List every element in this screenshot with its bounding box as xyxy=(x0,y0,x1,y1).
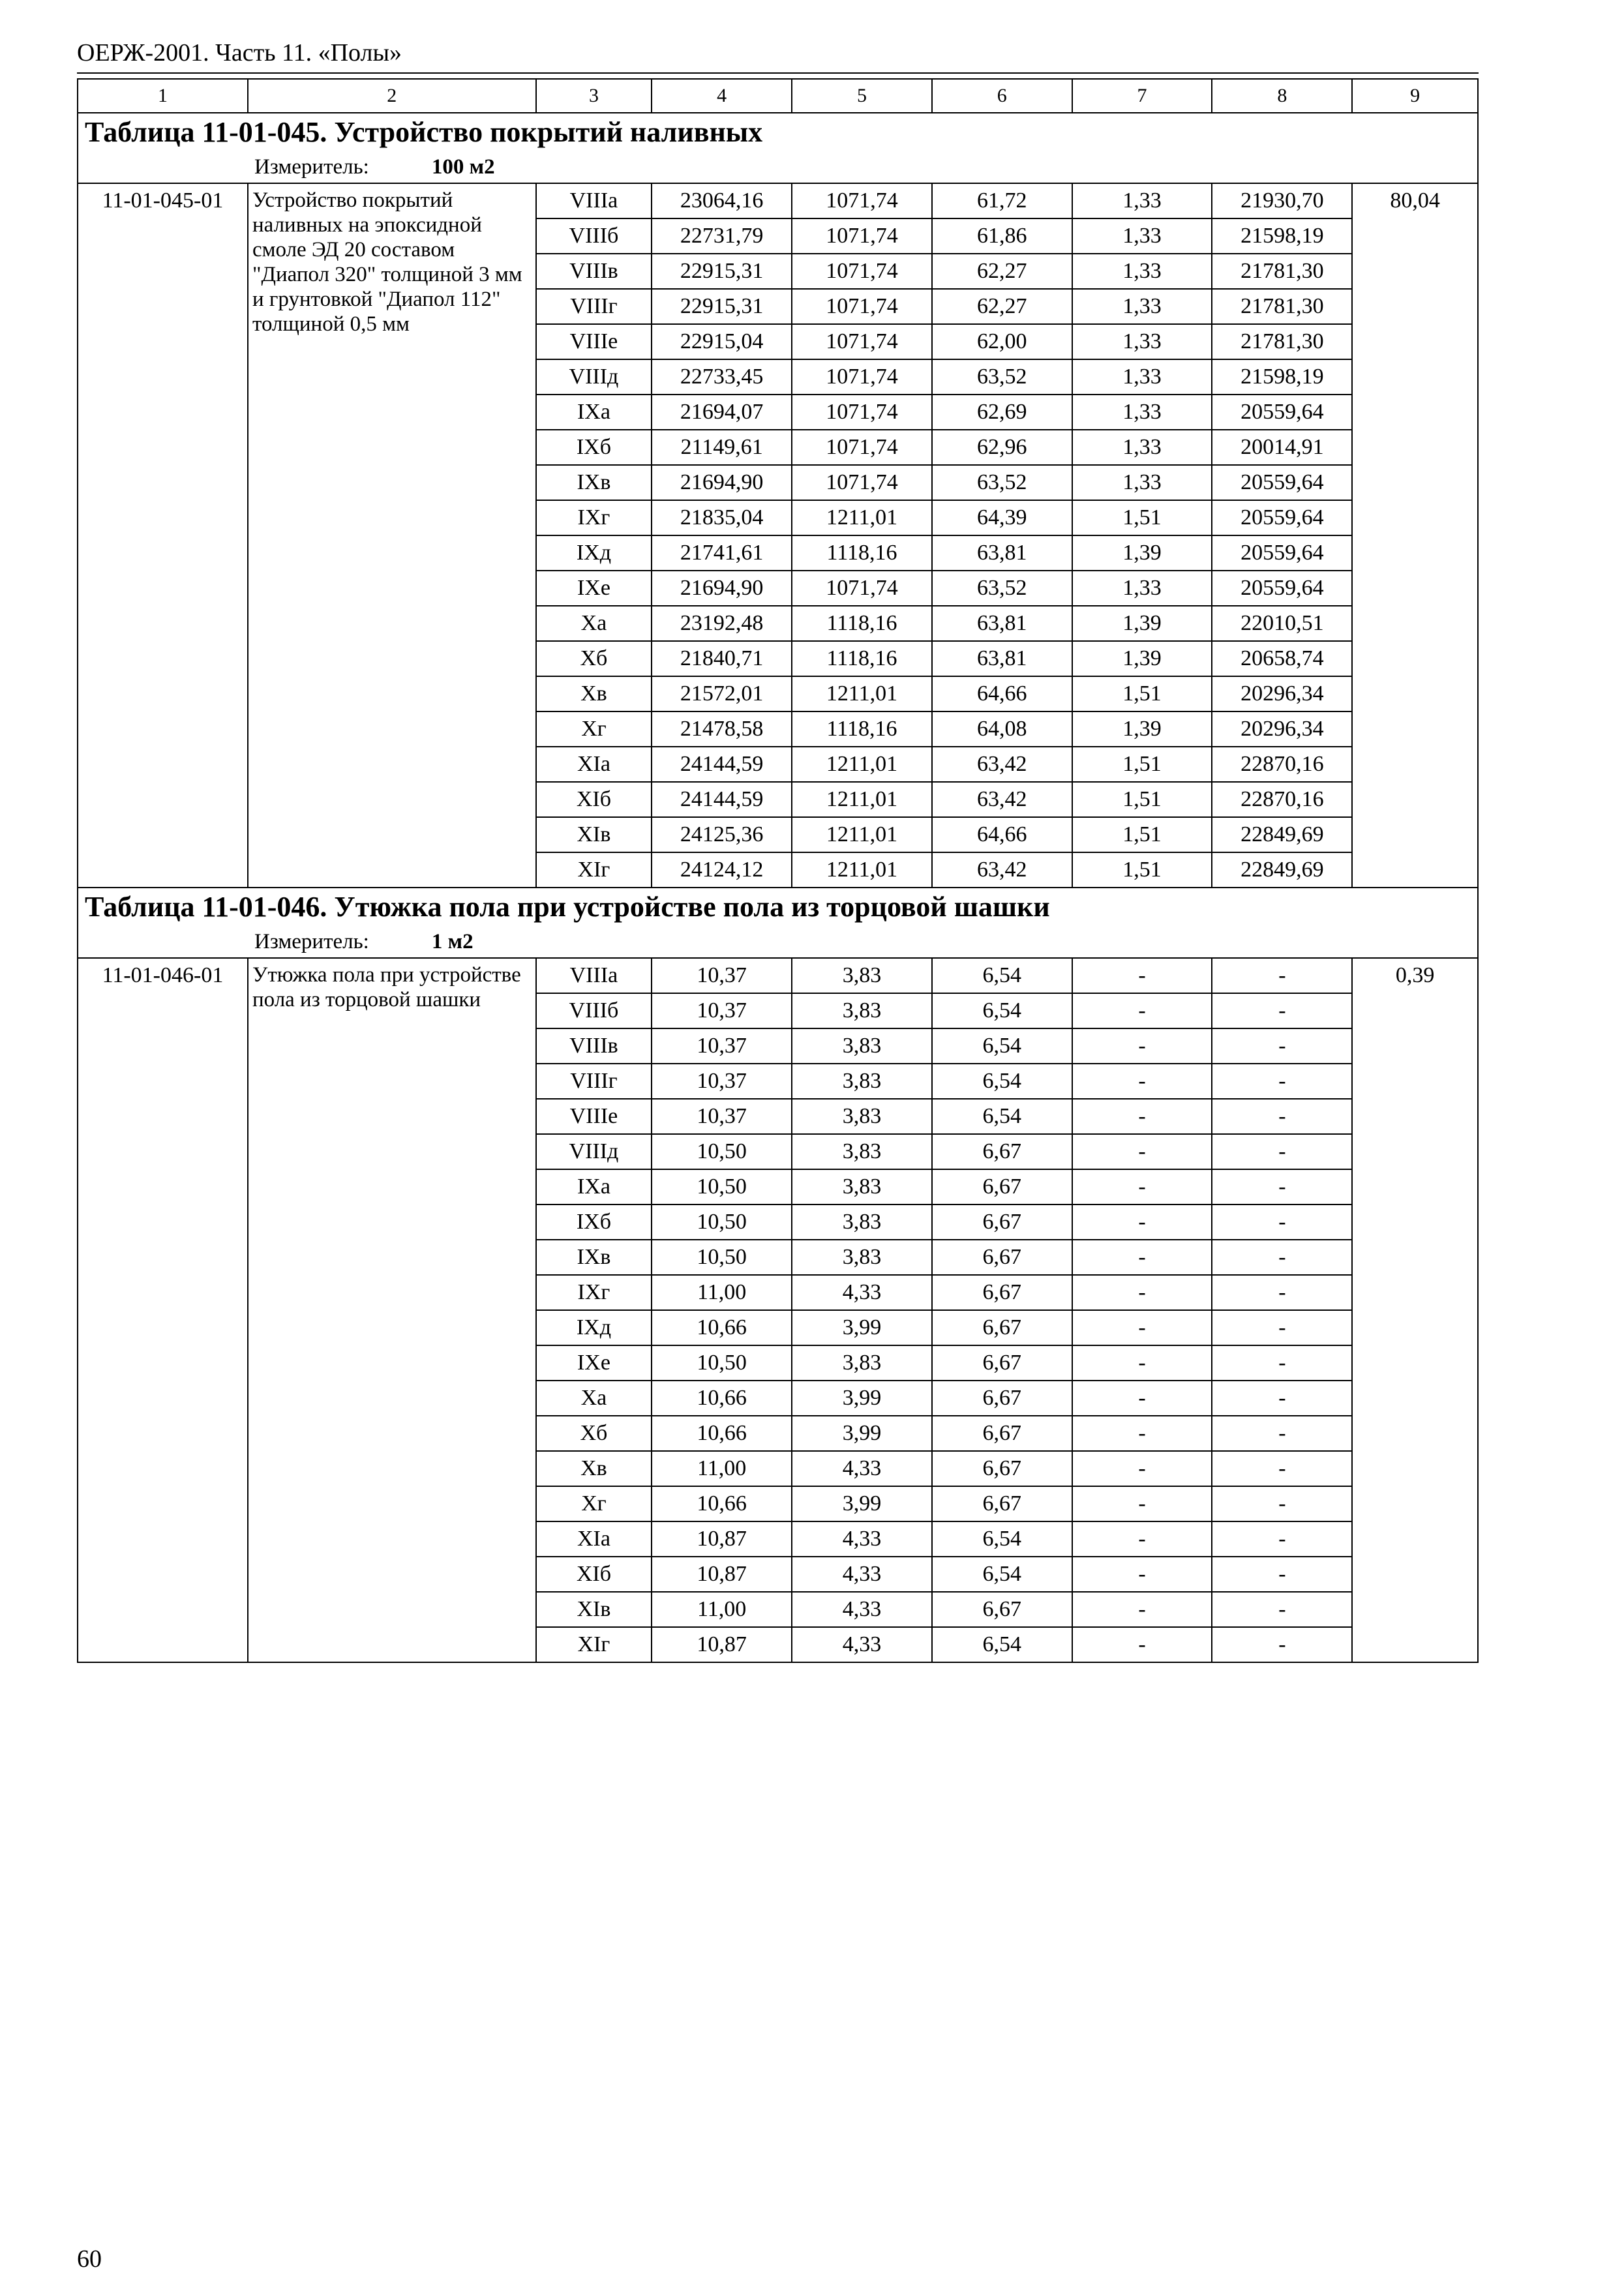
machines-cell: 61,72 xyxy=(932,183,1072,218)
materials-cell: - xyxy=(1212,1557,1352,1592)
wages-cell: 1211,01 xyxy=(792,782,932,817)
column-number: 7 xyxy=(1072,79,1212,113)
zone-cell: Xа xyxy=(536,606,652,641)
zone-cell: Xб xyxy=(536,641,652,676)
measure-row xyxy=(78,926,1478,958)
machines-cell: 64,39 xyxy=(932,500,1072,535)
page-header: ОЕРЖ-2001. Часть 11. «Полы» xyxy=(77,39,402,67)
materials-cell: 22010,51 xyxy=(1212,606,1352,641)
total-cost-cell: 10,50 xyxy=(652,1134,792,1169)
machines-cell: 6,67 xyxy=(932,1486,1072,1521)
total-cost-cell: 11,00 xyxy=(652,1451,792,1486)
total-cost-cell: 21694,07 xyxy=(652,395,792,430)
materials-cell: - xyxy=(1212,1204,1352,1240)
zone-cell: IXа xyxy=(536,395,652,430)
machines-cell: 6,67 xyxy=(932,1169,1072,1204)
wages-cell: 3,83 xyxy=(792,993,932,1028)
wages-cell: 1211,01 xyxy=(792,500,932,535)
materials-cell: 20559,64 xyxy=(1212,395,1352,430)
machines-cell: 6,54 xyxy=(932,1099,1072,1134)
wages-cell: 3,83 xyxy=(792,1134,932,1169)
wages-cell: 3,83 xyxy=(792,1099,932,1134)
machinist-wages-cell: 1,39 xyxy=(1072,641,1212,676)
wages-cell: 3,99 xyxy=(792,1310,932,1345)
wages-cell: 1071,74 xyxy=(792,571,932,606)
machinist-wages-cell: 1,51 xyxy=(1072,852,1212,888)
machinist-wages-cell: - xyxy=(1072,1592,1212,1627)
table-title-row xyxy=(78,113,1478,151)
wages-cell: 1071,74 xyxy=(792,254,932,289)
total-cost-cell: 10,50 xyxy=(652,1169,792,1204)
zone-cell: IXа xyxy=(536,1169,652,1204)
total-cost-cell: 21840,71 xyxy=(652,641,792,676)
total-cost-cell: 21741,61 xyxy=(652,535,792,571)
machines-cell: 63,42 xyxy=(932,747,1072,782)
zone-cell: VIIIв xyxy=(536,254,652,289)
machinist-wages-cell: - xyxy=(1072,1557,1212,1592)
wages-cell: 3,83 xyxy=(792,1064,932,1099)
wages-cell: 1118,16 xyxy=(792,606,932,641)
zone-cell: IXг xyxy=(536,500,652,535)
zone-cell: IXд xyxy=(536,535,652,571)
materials-cell: - xyxy=(1212,1451,1352,1486)
zone-cell: XIг xyxy=(536,852,652,888)
total-cost-cell: 10,66 xyxy=(652,1486,792,1521)
machinist-wages-cell: 1,33 xyxy=(1072,218,1212,254)
wages-cell: 3,83 xyxy=(792,1028,932,1064)
materials-cell: - xyxy=(1212,993,1352,1028)
machines-cell: 6,54 xyxy=(932,958,1072,993)
zone-cell: XIб xyxy=(536,1557,652,1592)
zone-cell: VIIIд xyxy=(536,359,652,395)
materials-cell: - xyxy=(1212,1416,1352,1451)
measure-cell xyxy=(78,926,1478,958)
wages-cell: 4,33 xyxy=(792,1275,932,1310)
machines-cell: 63,42 xyxy=(932,852,1072,888)
machines-cell: 62,27 xyxy=(932,289,1072,324)
wages-cell: 1118,16 xyxy=(792,641,932,676)
materials-cell: 20658,74 xyxy=(1212,641,1352,676)
wages-cell: 1071,74 xyxy=(792,395,932,430)
rate-code: 11-01-045-01 xyxy=(78,183,248,888)
machinist-wages-cell: 1,33 xyxy=(1072,395,1212,430)
wages-cell: 4,33 xyxy=(792,1451,932,1486)
wages-cell: 4,33 xyxy=(792,1627,932,1662)
zone-cell: XIг xyxy=(536,1627,652,1662)
total-cost-cell: 22731,79 xyxy=(652,218,792,254)
materials-cell: - xyxy=(1212,1275,1352,1310)
rate-description: Утюжка пола при устройстве пола из торцовой шашки xyxy=(248,958,536,1662)
materials-cell: - xyxy=(1212,1240,1352,1275)
wages-cell: 3,83 xyxy=(792,1204,932,1240)
materials-cell: 20296,34 xyxy=(1212,711,1352,747)
total-cost-cell: 10,37 xyxy=(652,1099,792,1134)
wages-cell: 1211,01 xyxy=(792,676,932,711)
zone-cell: VIIIд xyxy=(536,1134,652,1169)
machines-cell: 6,67 xyxy=(932,1345,1072,1381)
wages-cell: 3,83 xyxy=(792,1169,932,1204)
wages-cell: 3,99 xyxy=(792,1486,932,1521)
machines-cell: 63,81 xyxy=(932,606,1072,641)
total-cost-cell: 10,87 xyxy=(652,1557,792,1592)
measure-row xyxy=(78,151,1478,183)
machines-cell: 62,00 xyxy=(932,324,1072,359)
machines-cell: 62,69 xyxy=(932,395,1072,430)
wages-cell: 4,33 xyxy=(792,1557,932,1592)
column-number: 5 xyxy=(792,79,932,113)
wages-cell: 1071,74 xyxy=(792,324,932,359)
materials-cell: 21598,19 xyxy=(1212,218,1352,254)
column-number: 4 xyxy=(652,79,792,113)
total-cost-cell: 22915,04 xyxy=(652,324,792,359)
zone-cell: Xа xyxy=(536,1381,652,1416)
zone-cell: XIб xyxy=(536,782,652,817)
wages-cell: 4,33 xyxy=(792,1592,932,1627)
total-cost-cell: 21694,90 xyxy=(652,465,792,500)
machinist-wages-cell: - xyxy=(1072,1310,1212,1345)
machines-cell: 64,66 xyxy=(932,676,1072,711)
machines-cell: 6,54 xyxy=(932,1627,1072,1662)
total-cost-cell: 10,37 xyxy=(652,1064,792,1099)
machinist-wages-cell: - xyxy=(1072,1028,1212,1064)
wages-cell: 1071,74 xyxy=(792,289,932,324)
zone-cell: XIа xyxy=(536,1521,652,1557)
zone-cell: Xб xyxy=(536,1416,652,1451)
machinist-wages-cell: - xyxy=(1072,1451,1212,1486)
materials-cell: 20296,34 xyxy=(1212,676,1352,711)
machines-cell: 63,81 xyxy=(932,535,1072,571)
machines-cell: 6,54 xyxy=(932,1557,1072,1592)
measure-value: 1 м2 xyxy=(431,930,474,953)
total-cost-cell: 21478,58 xyxy=(652,711,792,747)
labor-cost-cell: 0,39 xyxy=(1352,958,1478,1662)
materials-cell: - xyxy=(1212,1064,1352,1099)
zone-cell: VIIIб xyxy=(536,993,652,1028)
wages-cell: 1211,01 xyxy=(792,747,932,782)
header-rule xyxy=(77,72,1479,74)
machinist-wages-cell: - xyxy=(1072,1099,1212,1134)
machinist-wages-cell: - xyxy=(1072,993,1212,1028)
machinist-wages-cell: 1,51 xyxy=(1072,676,1212,711)
rates-table xyxy=(77,78,1479,1663)
wages-cell: 4,33 xyxy=(792,1521,932,1557)
wages-cell: 3,99 xyxy=(792,1416,932,1451)
zone-cell: VIIIв xyxy=(536,1028,652,1064)
column-number: 1 xyxy=(78,79,248,113)
wages-cell: 3,83 xyxy=(792,958,932,993)
total-cost-cell: 10,37 xyxy=(652,1028,792,1064)
zone-cell: XIа xyxy=(536,747,652,782)
materials-cell: - xyxy=(1212,1381,1352,1416)
wages-cell: 1118,16 xyxy=(792,711,932,747)
total-cost-cell: 10,66 xyxy=(652,1310,792,1345)
machines-cell: 6,54 xyxy=(932,1028,1072,1064)
machines-cell: 64,08 xyxy=(932,711,1072,747)
zone-cell: IXб xyxy=(536,430,652,465)
materials-cell: 21781,30 xyxy=(1212,289,1352,324)
machines-cell: 6,67 xyxy=(932,1240,1072,1275)
machinist-wages-cell: 1,39 xyxy=(1072,535,1212,571)
machinist-wages-cell: - xyxy=(1072,1169,1212,1204)
column-number: 8 xyxy=(1212,79,1352,113)
wages-cell: 3,83 xyxy=(792,1345,932,1381)
total-cost-cell: 24124,12 xyxy=(652,852,792,888)
column-number: 3 xyxy=(536,79,652,113)
wages-cell: 1071,74 xyxy=(792,218,932,254)
zone-cell: VIIIа xyxy=(536,958,652,993)
labor-cost-cell: 80,04 xyxy=(1352,183,1478,888)
machines-cell: 6,67 xyxy=(932,1592,1072,1627)
machinist-wages-cell: 1,39 xyxy=(1072,711,1212,747)
machinist-wages-cell: 1,51 xyxy=(1072,782,1212,817)
table-title: Таблица 11-01-045. Устройство покрытий наливных xyxy=(78,113,1478,151)
machines-cell: 63,52 xyxy=(932,465,1072,500)
materials-cell: 21781,30 xyxy=(1212,254,1352,289)
machinist-wages-cell: 1,33 xyxy=(1072,183,1212,218)
total-cost-cell: 10,37 xyxy=(652,958,792,993)
total-cost-cell: 11,00 xyxy=(652,1592,792,1627)
total-cost-cell: 10,50 xyxy=(652,1345,792,1381)
machinist-wages-cell: 1,33 xyxy=(1072,359,1212,395)
zone-cell: XIв xyxy=(536,817,652,852)
wages-cell: 1211,01 xyxy=(792,852,932,888)
machinist-wages-cell: - xyxy=(1072,1521,1212,1557)
materials-cell: 22849,69 xyxy=(1212,852,1352,888)
measure-cell xyxy=(78,151,1478,183)
zone-cell: VIIIе xyxy=(536,324,652,359)
wages-cell: 1071,74 xyxy=(792,359,932,395)
materials-cell: 20559,64 xyxy=(1212,500,1352,535)
machinist-wages-cell: - xyxy=(1072,1275,1212,1310)
machinist-wages-cell: - xyxy=(1072,1204,1212,1240)
zone-cell: IXв xyxy=(536,1240,652,1275)
machines-cell: 6,67 xyxy=(932,1381,1072,1416)
machines-cell: 61,86 xyxy=(932,218,1072,254)
materials-cell: 22870,16 xyxy=(1212,747,1352,782)
rate-description: Устройство покрытий наливных на эпоксидной смоле ЭД 20 составом "Диапол 320" толщиной 3 мм и грунтовкой "Диапол 112" толщиной 0,5 мм xyxy=(248,183,536,888)
total-cost-cell: 21149,61 xyxy=(652,430,792,465)
table-row xyxy=(78,958,1478,993)
zone-cell: VIIIе xyxy=(536,1099,652,1134)
machinist-wages-cell: 1,33 xyxy=(1072,254,1212,289)
total-cost-cell: 23064,16 xyxy=(652,183,792,218)
zone-cell: IXг xyxy=(536,1275,652,1310)
zone-cell: VIIIб xyxy=(536,218,652,254)
machines-cell: 6,67 xyxy=(932,1134,1072,1169)
machines-cell: 63,81 xyxy=(932,641,1072,676)
materials-cell: - xyxy=(1212,1169,1352,1204)
machinist-wages-cell: 1,51 xyxy=(1072,500,1212,535)
total-cost-cell: 21835,04 xyxy=(652,500,792,535)
zone-cell: IXе xyxy=(536,571,652,606)
zone-cell: Xв xyxy=(536,1451,652,1486)
wages-cell: 3,83 xyxy=(792,1240,932,1275)
materials-cell: - xyxy=(1212,958,1352,993)
table-title: Таблица 11-01-046. Утюжка пола при устройстве пола из торцовой шашки xyxy=(78,888,1478,926)
machines-cell: 63,42 xyxy=(932,782,1072,817)
machinist-wages-cell: - xyxy=(1072,1381,1212,1416)
page-number: 60 xyxy=(77,2245,102,2273)
machines-cell: 62,27 xyxy=(932,254,1072,289)
materials-cell: 22849,69 xyxy=(1212,817,1352,852)
wages-cell: 1071,74 xyxy=(792,430,932,465)
materials-cell: - xyxy=(1212,1028,1352,1064)
machinist-wages-cell: - xyxy=(1072,1627,1212,1662)
total-cost-cell: 10,50 xyxy=(652,1204,792,1240)
zone-cell: VIIIг xyxy=(536,289,652,324)
measure-label: Измеритель: xyxy=(254,155,369,179)
measure-label: Измеритель: xyxy=(254,930,369,953)
total-cost-cell: 24125,36 xyxy=(652,817,792,852)
machinist-wages-cell: 1,39 xyxy=(1072,606,1212,641)
materials-cell: - xyxy=(1212,1134,1352,1169)
machinist-wages-cell: 1,33 xyxy=(1072,571,1212,606)
total-cost-cell: 10,37 xyxy=(652,993,792,1028)
materials-cell: 21598,19 xyxy=(1212,359,1352,395)
materials-cell: - xyxy=(1212,1345,1352,1381)
machines-cell: 62,96 xyxy=(932,430,1072,465)
zone-cell: XIв xyxy=(536,1592,652,1627)
machines-cell: 6,67 xyxy=(932,1310,1072,1345)
total-cost-cell: 21572,01 xyxy=(652,676,792,711)
materials-cell: - xyxy=(1212,1592,1352,1627)
machinist-wages-cell: - xyxy=(1072,1064,1212,1099)
total-cost-cell: 10,66 xyxy=(652,1416,792,1451)
machinist-wages-cell: 1,33 xyxy=(1072,324,1212,359)
materials-cell: 22870,16 xyxy=(1212,782,1352,817)
rate-code: 11-01-046-01 xyxy=(78,958,248,1662)
total-cost-cell: 22733,45 xyxy=(652,359,792,395)
table-body xyxy=(78,79,1478,1662)
materials-cell: - xyxy=(1212,1099,1352,1134)
measure-value: 100 м2 xyxy=(431,155,495,179)
machines-cell: 6,54 xyxy=(932,993,1072,1028)
wages-cell: 1211,01 xyxy=(792,817,932,852)
materials-cell: - xyxy=(1212,1627,1352,1662)
machines-cell: 64,66 xyxy=(932,817,1072,852)
machines-cell: 6,67 xyxy=(932,1416,1072,1451)
column-number: 6 xyxy=(932,79,1072,113)
materials-cell: 20014,91 xyxy=(1212,430,1352,465)
machinist-wages-cell: - xyxy=(1072,958,1212,993)
zone-cell: IXб xyxy=(536,1204,652,1240)
machinist-wages-cell: - xyxy=(1072,1345,1212,1381)
total-cost-cell: 23192,48 xyxy=(652,606,792,641)
machines-cell: 6,67 xyxy=(932,1451,1072,1486)
total-cost-cell: 22915,31 xyxy=(652,254,792,289)
total-cost-cell: 10,87 xyxy=(652,1521,792,1557)
machines-cell: 6,67 xyxy=(932,1204,1072,1240)
machines-cell: 6,54 xyxy=(932,1521,1072,1557)
column-number: 9 xyxy=(1352,79,1478,113)
zone-cell: Xг xyxy=(536,711,652,747)
machinist-wages-cell: 1,33 xyxy=(1072,430,1212,465)
machinist-wages-cell: - xyxy=(1072,1486,1212,1521)
machinist-wages-cell: 1,51 xyxy=(1072,747,1212,782)
materials-cell: - xyxy=(1212,1521,1352,1557)
machinist-wages-cell: 1,51 xyxy=(1072,817,1212,852)
table-row xyxy=(78,183,1478,218)
zone-cell: VIIIг xyxy=(536,1064,652,1099)
machinist-wages-cell: 1,33 xyxy=(1072,465,1212,500)
zone-cell: IXд xyxy=(536,1310,652,1345)
total-cost-cell: 11,00 xyxy=(652,1275,792,1310)
materials-cell: - xyxy=(1212,1486,1352,1521)
machines-cell: 6,67 xyxy=(932,1275,1072,1310)
zone-cell: VIIIа xyxy=(536,183,652,218)
materials-cell: 20559,64 xyxy=(1212,465,1352,500)
machinist-wages-cell: 1,33 xyxy=(1072,289,1212,324)
zone-cell: Xг xyxy=(536,1486,652,1521)
wages-cell: 3,99 xyxy=(792,1381,932,1416)
materials-cell: 20559,64 xyxy=(1212,571,1352,606)
total-cost-cell: 24144,59 xyxy=(652,782,792,817)
total-cost-cell: 10,66 xyxy=(652,1381,792,1416)
column-number-row xyxy=(78,79,1478,113)
machines-cell: 6,54 xyxy=(932,1064,1072,1099)
zone-cell: Xв xyxy=(536,676,652,711)
total-cost-cell: 22915,31 xyxy=(652,289,792,324)
zone-cell: IXв xyxy=(536,465,652,500)
total-cost-cell: 21694,90 xyxy=(652,571,792,606)
column-number: 2 xyxy=(248,79,536,113)
machinist-wages-cell: - xyxy=(1072,1240,1212,1275)
materials-cell: - xyxy=(1212,1310,1352,1345)
wages-cell: 1071,74 xyxy=(792,465,932,500)
machinist-wages-cell: - xyxy=(1072,1134,1212,1169)
machines-cell: 63,52 xyxy=(932,571,1072,606)
total-cost-cell: 10,50 xyxy=(652,1240,792,1275)
total-cost-cell: 10,87 xyxy=(652,1627,792,1662)
wages-cell: 1071,74 xyxy=(792,183,932,218)
zone-cell: IXе xyxy=(536,1345,652,1381)
materials-cell: 20559,64 xyxy=(1212,535,1352,571)
machinist-wages-cell: - xyxy=(1072,1416,1212,1451)
machines-cell: 63,52 xyxy=(932,359,1072,395)
table-title-row xyxy=(78,888,1478,926)
materials-cell: 21781,30 xyxy=(1212,324,1352,359)
wages-cell: 1118,16 xyxy=(792,535,932,571)
materials-cell: 21930,70 xyxy=(1212,183,1352,218)
total-cost-cell: 24144,59 xyxy=(652,747,792,782)
